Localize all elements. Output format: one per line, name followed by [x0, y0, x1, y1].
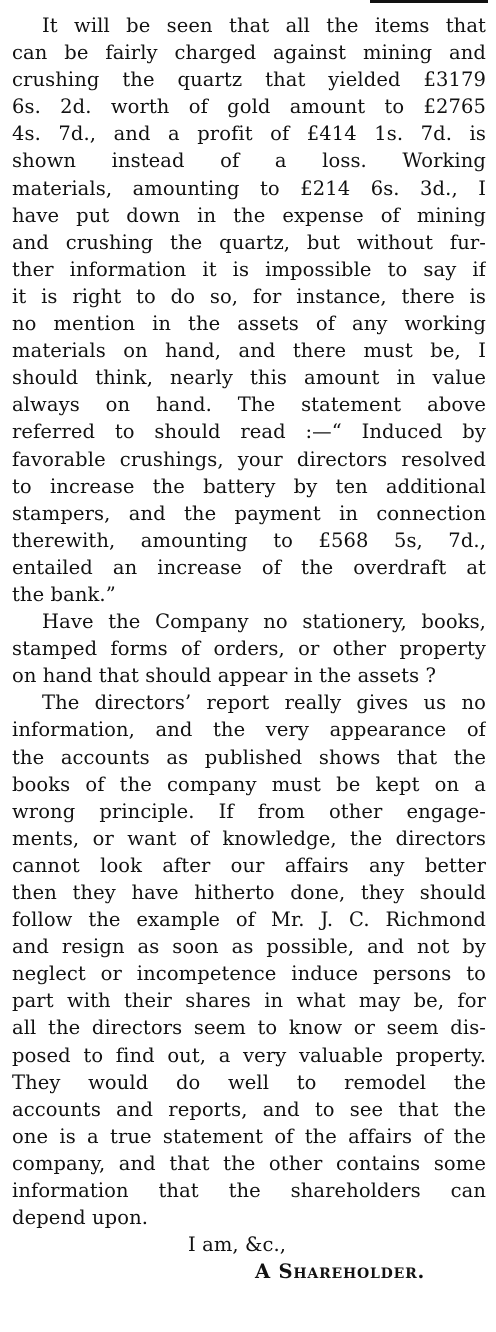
paragraph-1-line-13: materials on hand, and there must be, I [12, 339, 486, 363]
paragraph-3-line-5: wrong principle. If from other engage- [12, 799, 486, 823]
paragraph-3-line-9: follow the example of Mr. J. C. Richmond [12, 908, 486, 932]
paragraph-1-line-1: It will be seen that all the items that [42, 14, 486, 37]
paragraph-1-line-18: to increase the battery by ten additional [12, 474, 486, 498]
paragraph-1-line-6: shown instead of a loss. Working [12, 149, 486, 173]
paragraph-3-line-3: the accounts as published shows that the [12, 745, 486, 769]
paragraph-3-line-8: then they have hitherto done, they should [12, 881, 486, 904]
paragraph-1-line-8: have put down in the expense of mining [12, 203, 486, 227]
paragraph-1-line-5: 4s. 7d., and a profit of £414 1s. 7d. is [12, 122, 486, 146]
letter-closing: I am, &c., [188, 1233, 287, 1257]
paragraph-3-line-17: one is a true statement of the affairs of the [12, 1124, 486, 1148]
paragraph-3-line-1: The directors’ report really gives us no [42, 691, 486, 715]
paragraph-1-line-19: stampers, and the payment in connection [12, 501, 486, 525]
paragraph-3-line-12: part with their shares in what may be, for [12, 989, 486, 1013]
paragraph-3-line-4: books of the company must be kept on a [12, 772, 486, 796]
paragraph-3-line-15: They would do well to remodel the [12, 1070, 486, 1094]
paragraph-3-line-20: depend upon. [12, 1206, 149, 1230]
column-top-rule [370, 0, 488, 3]
paragraph-3-line-19: information that the shareholders can [12, 1179, 486, 1203]
paragraph-2-line-2: stamped forms of orders, or other property [12, 637, 486, 661]
paragraph-1-line-10: ther information it is impossible to say if [12, 257, 486, 281]
letter-body [12, 12, 486, 1285]
paragraph-1-line-11: it is right to do so, for instance, there is [12, 284, 486, 308]
paragraph-1-line-12: no mention in the assets of any working [12, 312, 486, 336]
paragraph-3-line-11: neglect or incompetence induce persons to [12, 962, 486, 986]
paragraph-1-line-17: favorable crushings, your directors resolved [12, 447, 486, 471]
paragraph-1-line-14: should think, nearly this amount in value [12, 366, 486, 390]
paragraph-1-line-2: can be fairly charged against mining and [12, 41, 486, 65]
paragraph-1-line-21: entailed an increase of the overdraft at [12, 555, 486, 579]
paragraph-1-line-9: and crushing the quartz, but without fur- [12, 230, 486, 254]
paragraph-1-line-20: therewith, amounting to £568 5s, 7d., [12, 528, 486, 552]
paragraph-3-line-16: accounts and reports, and to see that the [12, 1097, 486, 1121]
paragraph-1-line-4: 6s. 2d. worth of gold amount to £2765 [12, 95, 486, 119]
paragraph-2-line-1: Have the Company no stationery, books, [42, 610, 486, 634]
paragraph-3-line-2: information, and the very appearance of [12, 718, 486, 742]
paragraph-3-line-6: ments, or want of knowledge, the directors [12, 826, 486, 850]
paragraph-3-line-10: and resign as soon as possible, and not by [12, 935, 486, 959]
paragraph-1-line-15: always on hand. The statement above [12, 393, 486, 417]
paragraph-3-line-13: all the directors seem to know or seem dis- [12, 1016, 486, 1040]
letter-signature: A Shareholder. [255, 1260, 426, 1284]
paragraph-1-line-16: referred to should read :—“ Induced by [12, 420, 486, 444]
paragraph-1-line-22: the bank.” [12, 582, 116, 606]
paragraph-3-line-18: company, and that the other contains some [12, 1151, 486, 1175]
paragraph-2-line-3: on hand that should appear in the assets ? [12, 664, 437, 688]
paragraph-3-line-7: cannot look after our affairs any better [12, 853, 486, 877]
paragraph-1-line-7: materials, amounting to £214 6s. 3d., I [12, 176, 486, 200]
paragraph-1-line-3: crushing the quartz that yielded £3179 [12, 68, 486, 92]
paragraph-3-line-14: posed to find out, a very valuable property. [12, 1043, 486, 1067]
